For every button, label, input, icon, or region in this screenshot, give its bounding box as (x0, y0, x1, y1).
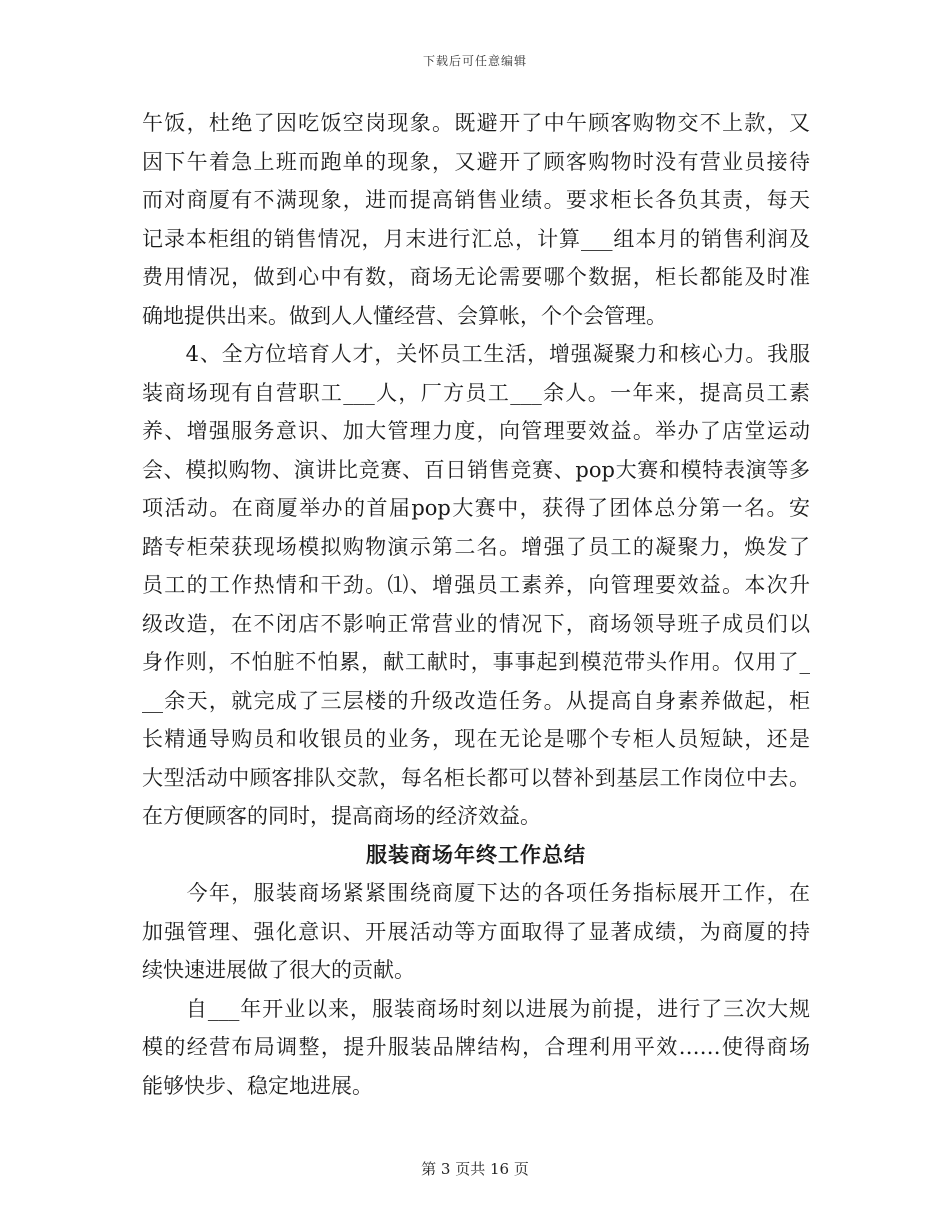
text-line: 记录本柜组的销售情况，月末进行汇总，计算___组本月的销售利润及 (142, 226, 810, 251)
text-line: 会、模拟购物、演讲比竞赛、百日销售竞赛、pop大赛和模特表演等多 (142, 457, 810, 482)
text-line: 确地提供出来。做到人人懂经营、会算帐，个个会管理。 (142, 303, 667, 328)
text-line: 加强管理、强化意识、开展活动等方面取得了显著成绩，为商厦的持 (142, 919, 810, 944)
text-line: 踏专柜荣获现场模拟购物演示第二名。增强了员工的凝聚力，焕发了 (142, 534, 810, 559)
text-line: 模的经营布局调整，提升服装品牌结构，合理利用平效……使得商场 (142, 1035, 810, 1059)
text-line: 养、增强服务意识、加大管理力度，向管理要效益。举办了店堂运动 (142, 419, 810, 443)
paragraph (142, 104, 810, 335)
text-line: 大型活动中顾客排队交款，每名柜长都可以替补到基层工作岗位中去。 (142, 765, 810, 790)
text-line: 项活动。在商厦举办的首届pop大赛中，获得了团体总分第一名。安 (142, 496, 810, 520)
text-line: 在方便顾客的同时，提高商场的经济效益。 (142, 804, 541, 828)
text-line: __余天，就完成了三层楼的升级改造任务。从提高自身素养做起，柜 (142, 688, 810, 713)
text-line: 今年，服装商场紧紧围绕商厦下达的各项任务指标展开工作，在 (142, 881, 810, 905)
text-line: 装商场现有自营职工___人，厂方员工___余人。一年来，提高员工素 (142, 380, 810, 405)
text-line: 因下午着急上班而跑单的现象，又避开了顾客购物时没有营业员接待 (142, 149, 810, 174)
text-line: 4、全方位培育人才，关怀员工生活，增强凝聚力和核心力。我服 (142, 342, 810, 366)
paragraph (142, 990, 810, 1106)
text-line: 身作则，不怕脏不怕累，献工献时，事事起到模范带头作用。仅用了_ (142, 650, 810, 674)
paragraph-group-2 (142, 874, 810, 1105)
text-line: 长精通导购员和收银员的业务，现在无论是哪个专柜人员短缺，还是 (142, 727, 810, 751)
text-line: 而对商厦有不满现象，进而提高销售业绩。要求柜长各负其责，每天 (142, 188, 810, 212)
paragraph (142, 874, 810, 990)
document-body (142, 104, 810, 1105)
text-line: 自___年开业以来，服装商场时刻以进展为前提，进行了三次大规 (142, 996, 810, 1021)
text-line: 员工的工作热情和干劲。⑴、增强员工素养，向管理要效益。本次升 (142, 573, 810, 597)
text-line: 能够快步、稳定地进展。 (142, 1073, 373, 1098)
paragraph-group-1 (142, 104, 810, 836)
text-line: 续快速进展做了很大的贡献。 (142, 958, 415, 982)
section-title: 服装商场年终工作总结 (366, 841, 586, 867)
text-line: 午饭，杜绝了因吃饭空岗现象。既避开了中午顾客购物交不上款，又 (142, 111, 810, 135)
text-line: 级改造，在不闭店不影响正常营业的情况下，商场领导班子成员们以 (142, 611, 810, 636)
page-footer: 第 3 页共 16 页 (421, 1160, 529, 1178)
text-line: 费用情况，做到心中有数，商场无论需要哪个数据，柜长都能及时准 (142, 265, 810, 289)
page-header: 下载后可任意编辑 (422, 54, 527, 68)
paragraph (142, 335, 810, 836)
